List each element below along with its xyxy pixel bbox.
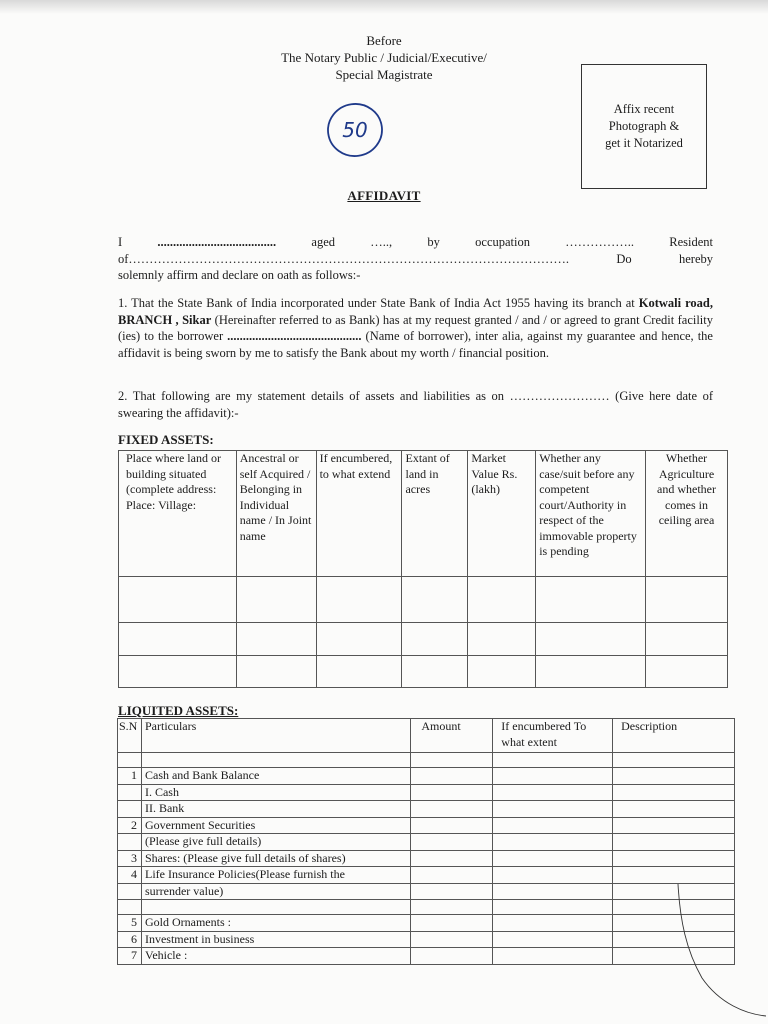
table-cell[interactable] [493,784,613,801]
row-sn [118,753,142,768]
table-cell[interactable] [536,577,646,623]
table-cell[interactable] [119,623,237,656]
col-agriculture: Whether Agriculture and whether comes in ceiling area [646,451,728,577]
table-cell[interactable] [613,768,735,785]
table-cell[interactable] [613,834,735,851]
intro-word-do: Do [616,251,632,266]
table-cell[interactable] [411,834,493,851]
table-cell[interactable] [411,948,493,965]
photo-box-line-1: Affix recent [613,102,675,116]
row-sn: 1 [118,768,142,785]
table-cell[interactable] [411,900,493,915]
seal-number: 50 [342,118,368,142]
table-cell[interactable] [646,577,728,623]
table-row [118,931,735,948]
table-row [118,784,735,801]
table-row [118,768,735,785]
fixed-assets-heading: FIXED ASSETS: [118,432,214,447]
row-particulars: Government Securities [141,817,410,834]
row-particulars: surrender value) [141,883,410,900]
table-row [118,867,735,884]
intro-occupation-blank: …………….. [565,235,634,249]
col-amount: Amount [411,719,493,753]
row-particulars [141,900,410,915]
table-row [118,850,735,867]
table-cell[interactable] [119,577,237,623]
scan-edge-shadow [0,0,768,14]
row-sn [118,801,142,818]
col-encumbered: If encumbered, to what extend [316,451,402,577]
photo-box-line-3: get it Notarized [605,136,683,150]
row-sn: 3 [118,850,142,867]
table-cell[interactable] [493,834,613,851]
intro-name-blank: ...................................... [157,235,277,249]
intro-word-by: by [427,235,440,249]
col-if-encumbered: If encumbered To what extent [493,719,613,753]
header-line-1: Before [366,33,402,48]
table-cell[interactable] [411,931,493,948]
intro-paragraph [118,234,713,284]
table-cell[interactable] [316,656,402,688]
col-sn: S.N [118,719,142,753]
fixed-assets-row [119,623,728,656]
fixed-assets-row [119,656,728,688]
col-description: Description [613,719,735,753]
row-sn: 6 [118,931,142,948]
table-cell[interactable] [468,623,536,656]
pen-stroke-mark [670,880,768,1020]
table-cell[interactable] [402,623,468,656]
table-row [118,817,735,834]
col-market-value: Market Value Rs. (lakh) [468,451,536,577]
branch-name: Kotwali road, BRANCH , Sikar [118,296,714,327]
intro-word-aged: aged [311,235,336,249]
table-cell[interactable] [402,577,468,623]
table-cell[interactable] [646,623,728,656]
notary-header [230,32,538,83]
table-cell[interactable] [411,867,493,884]
row-particulars: Investment in business [141,931,410,948]
para1-text-a: 1. That the State Bank of India incorporated under State Bank of India Act 1955 having its branch at [118,296,635,310]
table-cell[interactable] [468,656,536,688]
table-cell[interactable] [316,623,402,656]
row-sn [118,784,142,801]
table-cell[interactable] [411,915,493,932]
photo-box-line-2: Photograph & [608,119,680,133]
fixed-assets-table [118,450,728,688]
table-cell[interactable] [411,768,493,785]
intro-word-resident: Resident [669,235,713,249]
header-line-3: Special Magistrate [335,67,433,82]
fixed-assets-row [119,577,728,623]
table-cell[interactable] [316,577,402,623]
row-sn: 5 [118,915,142,932]
liquid-assets-header-row [118,719,735,753]
table-cell[interactable] [613,784,735,801]
table-row [118,883,735,900]
photo-box [581,64,707,189]
paragraph-2: 2. That following are my statement details of assets and liabilities as on …………………… (Give here date of swearing the affidavit):- [118,389,713,420]
row-sn: 4 [118,867,142,884]
table-cell[interactable] [613,850,735,867]
table-cell[interactable] [411,817,493,834]
table-row [118,915,735,932]
row-sn [118,834,142,851]
handwritten-circled-number [325,101,385,161]
intro-line-2 [118,251,713,268]
table-cell[interactable] [613,753,735,768]
row-particulars: I. Cash [141,784,410,801]
header-line-2: The Notary Public / Judicial/Executive/ [281,50,487,65]
row-particulars: Life Insurance Policies(Please furnish the [141,867,410,884]
row-sn [118,883,142,900]
liquid-assets-table [117,718,735,965]
table-cell[interactable] [493,817,613,834]
intro-line-1 [118,234,713,251]
table-row [118,753,735,768]
table-row [118,900,735,915]
row-particulars: Vehicle : [141,948,410,965]
para1-text-c: (Name of borrower), inter alia, against my guarantee and hence, the affidavit is being sworn by me to satisfy the Bank about my worth / financial position. [118,329,713,360]
table-cell[interactable] [493,883,613,900]
row-sn [118,900,142,915]
table-cell[interactable] [613,801,735,818]
table-cell[interactable] [493,948,613,965]
page-title: AFFIDAVIT [347,188,421,203]
table-cell[interactable] [613,817,735,834]
table-cell[interactable] [236,656,316,688]
intro-residence-blank: of……………………………………………………………………………………………. [118,251,570,266]
table-cell[interactable] [493,768,613,785]
intro-line-3: solemnly affirm and declare on oath as follows:- [118,268,361,282]
intro-word-hereby: hereby [678,251,713,266]
row-particulars: Shares: (Please give full details of shares) [141,850,410,867]
table-cell[interactable] [493,867,613,884]
intro-age-blank: ….., [370,235,393,249]
intro-word-i: I [118,235,123,249]
table-cell[interactable] [493,931,613,948]
paragraph-1 [118,295,713,361]
table-cell[interactable] [411,850,493,867]
table-cell[interactable] [493,801,613,818]
fixed-assets-header-row [119,451,728,577]
col-particulars: Particulars [141,719,410,753]
table-cell[interactable] [411,801,493,818]
intro-word-occupation: occupation [475,235,530,249]
col-place: Place where land or building situated (complete address: Place: Village: [119,451,237,577]
para1-text-b: (Hereinafter referred to as Bank) has at my request granted / and / or agreed to grant Credit facility (ies) to the borrower [118,312,714,343]
table-cell[interactable] [411,753,493,768]
row-sn: 7 [118,948,142,965]
table-cell[interactable] [236,623,316,656]
table-cell[interactable] [236,577,316,623]
col-case-pending: Whether any case/suit before any competent court/Authority in respect of the immovable property is pending [536,451,646,577]
table-cell[interactable] [402,656,468,688]
table-cell[interactable] [536,656,646,688]
table-row [118,801,735,818]
row-particulars: Cash and Bank Balance [141,768,410,785]
liquid-assets-heading: LIQUITED ASSETS: [118,703,239,718]
row-particulars [141,753,410,768]
table-cell[interactable] [411,883,493,900]
table-cell[interactable] [493,753,613,768]
col-ancestral: Ancestral or self Acquired / Belonging in Individual name / In Joint name [236,451,316,577]
table-cell[interactable] [411,784,493,801]
table-cell[interactable] [493,915,613,932]
table-row [118,834,735,851]
table-cell[interactable] [493,900,613,915]
col-extent: Extant of land in acres [402,451,468,577]
table-cell[interactable] [536,623,646,656]
table-row [118,948,735,965]
row-sn: 2 [118,817,142,834]
row-particulars: (Please give full details) [141,834,410,851]
table-cell[interactable] [493,850,613,867]
table-cell[interactable] [646,656,728,688]
row-particulars: Gold Ornaments : [141,915,410,932]
borrower-blank: ........................................... [227,329,362,343]
row-particulars: II. Bank [141,801,410,818]
table-cell[interactable] [468,577,536,623]
table-cell[interactable] [119,656,237,688]
